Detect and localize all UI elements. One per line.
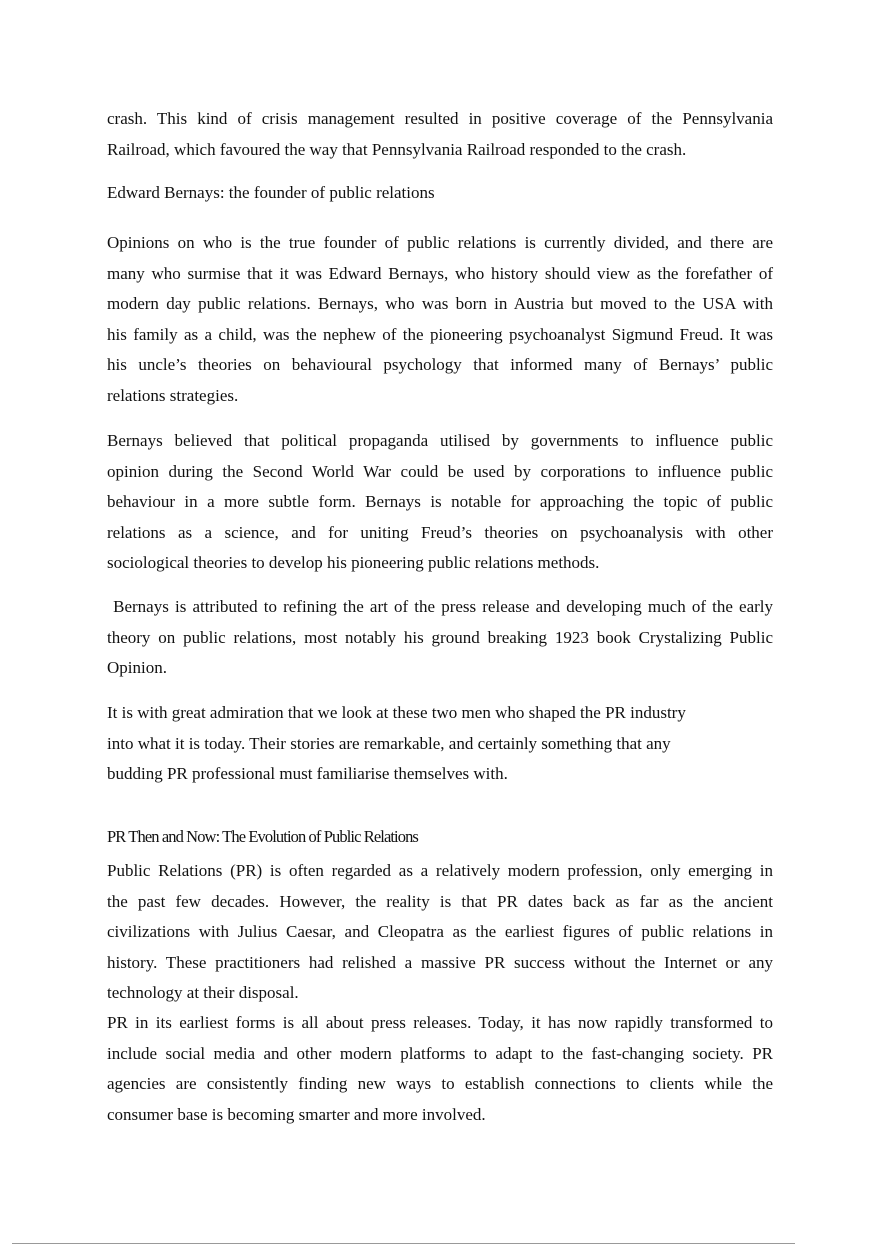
footer-divider xyxy=(12,1243,795,1244)
paragraph-pr-history xyxy=(107,856,773,1009)
text-line: modern day public relations. Bernays, who was born in Austria but moved to the USA with xyxy=(107,294,773,313)
text-line: crash. This kind of crisis management resulted in positive coverage of the Pennsylvania xyxy=(107,109,773,128)
text-line: the past few decades. However, the reality is that PR dates back as far as the ancient xyxy=(107,891,773,911)
text-line: Opinion. xyxy=(107,658,167,677)
text-line: theory on public relations, most notably his ground breaking 1923 book Crystalizing Public xyxy=(107,627,773,647)
section-heading-bernays xyxy=(107,178,773,209)
text-line: Railroad, which favoured the way that Pennsylvania Railroad responded to the crash. xyxy=(107,139,687,159)
text-line: agencies are consistently finding new ways to establish connections to clients while the xyxy=(107,1074,773,1093)
paragraph-crash xyxy=(107,104,773,165)
text-line: his uncle’s theories on behavioural psychology that informed many of Bernays’ public xyxy=(107,355,773,374)
heading-text: Edward Bernays: the founder of public relations xyxy=(107,183,435,202)
text-line: PR in its earliest forms is all about press releases. Today, it has now rapidly transformed to xyxy=(107,1013,773,1032)
paragraph-press-release xyxy=(107,592,773,684)
text-line: Bernays believed that political propaganda utilised by governments to influence public xyxy=(107,431,773,450)
text-line: into what it is today. Their stories are remarkable, and certainly something that any xyxy=(107,733,671,753)
paragraph-pr-today xyxy=(107,1008,773,1130)
text-line: his family as a child, was the nephew of the pioneering psychoanalyst Sigmund Freud. It was xyxy=(107,324,773,344)
text-line: opinion during the Second World War could be used by corporations to influence public xyxy=(107,461,773,481)
text-line: It is with great admiration that we look at these two men who shaped the PR industry xyxy=(107,703,686,722)
text-line: include social media and other modern platforms to adapt to the fast-changing society. PR xyxy=(107,1043,773,1063)
text-line: Opinions on who is the true founder of public relations is currently divided, and there are xyxy=(107,233,773,252)
text-line: civilizations with Julius Caesar, and Cleopatra as the earliest figures of public relations in xyxy=(107,922,773,941)
heading-text: PR Then and Now: The Evolution of Public Relations xyxy=(107,827,418,846)
text-line: Bernays is attributed to refining the art of the press release and developing much of the early xyxy=(107,597,773,616)
text-line: technology at their disposal. xyxy=(107,983,299,1002)
text-line: Public Relations (PR) is often regarded as a relatively modern profession, only emerging in xyxy=(107,861,773,880)
paragraph-propaganda xyxy=(107,426,773,579)
text-line: budding PR professional must familiarise themselves with. xyxy=(107,764,508,783)
text-line: behaviour in a more subtle form. Bernays is notable for approaching the topic of public xyxy=(107,492,773,511)
paragraph-admiration xyxy=(107,698,773,790)
text-line: consumer base is becoming smarter and more involved. xyxy=(107,1104,486,1124)
section-heading-evolution xyxy=(107,822,773,853)
text-line: relations as a science, and for uniting Freud’s theories on psychoanalysis with other xyxy=(107,522,773,542)
text-line: sociological theories to develop his pioneering public relations methods. xyxy=(107,553,600,572)
text-line: relations strategies. xyxy=(107,385,239,405)
text-line: many who surmise that it was Edward Bernays, who history should view as the forefather of xyxy=(107,263,773,283)
paragraph-opinions xyxy=(107,228,773,411)
text-line: history. These practitioners had relished a massive PR success without the Internet or any xyxy=(107,952,773,972)
